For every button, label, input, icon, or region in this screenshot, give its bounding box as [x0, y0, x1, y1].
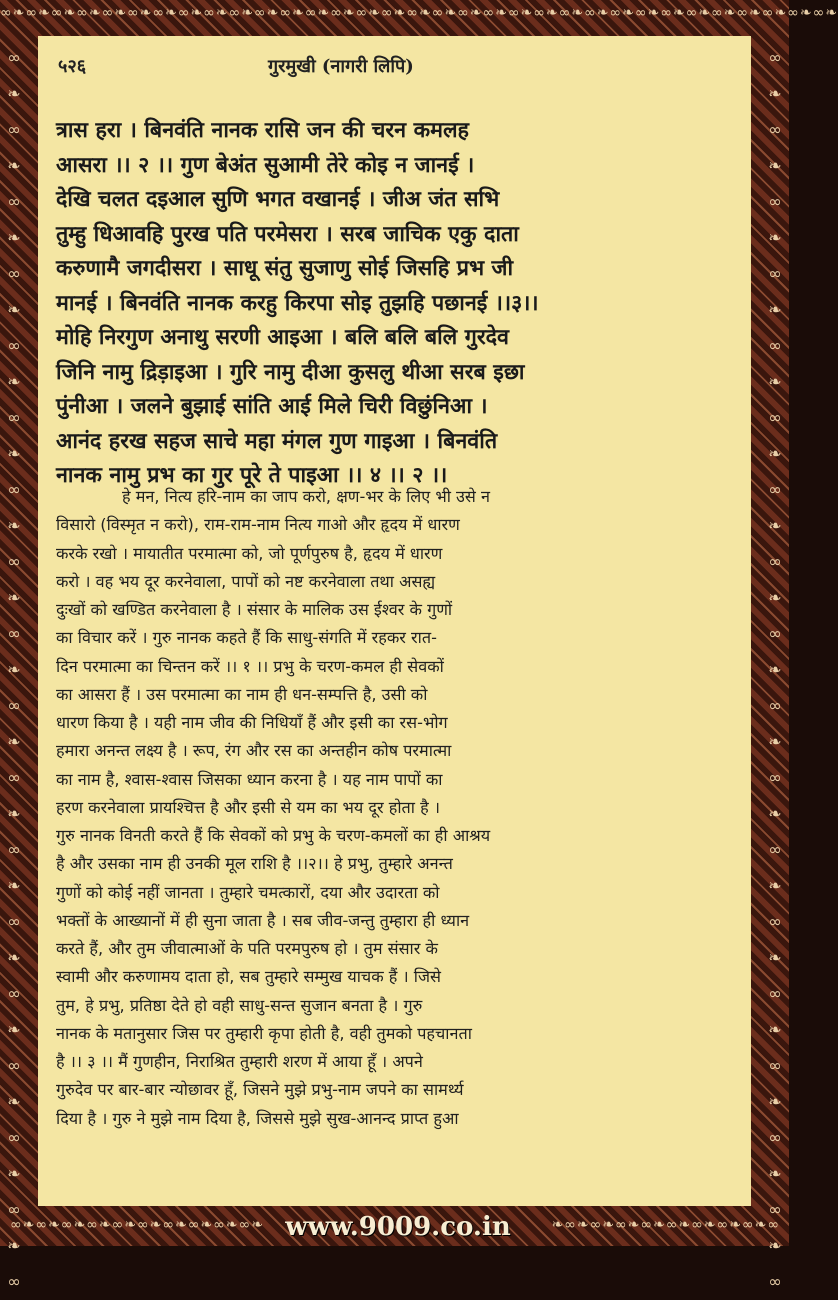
translation-line: गुरुदेव पर बार-बार न्योछावर हूँ, जिसने मुझे प्रभु-नाम जपने का सामर्थ्य [56, 1080, 464, 1100]
bottom-right-border-ornament: ❧∞❧∞❧∞❧∞❧∞❧∞❧∞❧∞❧∞ [551, 1217, 780, 1233]
gurbani-verse-block [56, 114, 740, 494]
translation-line: है ।। ३ ।। मैं गुणहीन, निराश्रित तुम्हारी शरण में आया हूँ । अपने [56, 1052, 423, 1071]
translation-line: धारण किया है । यही नाम जीव की निधियाँ हैं और इसी का रस-भोग [56, 713, 448, 732]
translation-line: नानक के मतानुसार जिस पर तुम्हारी कृपा होती है, वही तुमको पहचानता [56, 1023, 472, 1043]
translation-line: का विचार करें । गुरु नानक कहते हैं कि साधु-संगति में रहकर रात- [56, 628, 437, 648]
hindi-translation-block [56, 483, 740, 1133]
translation-line: करते हैं, और तुम जीवात्माओं के पति परमपुरुष हो । तुम संसार के [56, 939, 438, 958]
translation-line: स्वामी और करुणामय दाता हो, सब तुम्हारे सम्मुख याचक हैं । जिसे [56, 967, 441, 987]
translation-line: गुरु नानक विनती करते हैं कि सेवकों को प्रभु के चरण-कमलों का ही आश्रय [56, 826, 491, 845]
translation-line: करो । वह भय दूर करनेवाला, पापों को नष्ट करनेवाला तथा असह्य [56, 571, 436, 591]
translation-line: है और उसका नाम ही उनकी मूल राशि है ।।२।। हे प्रभु, तुम्हारे अनन्त [56, 854, 453, 874]
website-watermark: www.9009.co.in [285, 1212, 511, 1242]
book-page [38, 36, 751, 1206]
verse-line: देखि चलत दइआल सुणि भगत वखानई । जीअ जंत सभि [56, 187, 500, 212]
translation-line: का आसरा हैं । उस परमात्मा का नाम ही धन-सम्पत्ति है, उसी को [56, 684, 428, 704]
translation-line: दुःखों को खण्डित करनेवाला है । संसार के मालिक उस ईश्वर के गुणों [56, 600, 453, 619]
bottom-left-border-ornament: ∞❧∞❧∞❧∞❧∞❧∞❧∞❧∞❧∞❧∞❧ [10, 1217, 264, 1233]
page-header [38, 54, 751, 84]
verse-line: तुम्हु धिआवहि पुरख पति परमेसरा । सरब जाचिक एकु दाता [56, 221, 519, 247]
verse-line: जिनि नामु द्रिड़ाइआ । गुरि नामु दीआ कुसलु थीआ सरब इछा [56, 359, 525, 385]
verse-line: नानक नामु प्रभ का गुर पूरे ते पाइआ ।। ४ ।। २ ।। [56, 463, 448, 488]
page-number: ५२६ [58, 56, 87, 77]
verse-line: त्रास हरा । बिनवंति नानक रासि जन की चरन कमलह [56, 118, 469, 143]
running-head: गुरमुखी (नागरी लिपि) [268, 56, 414, 77]
verse-line: पुंनीआ । जलने बुझाई सांति आई मिले चिरी विछुंनिआ । [56, 394, 488, 419]
verse-line: आनंद हरख सहज साचे महा मंगल गुण गाइआ । बिनवंति [56, 428, 498, 454]
verse-line: आसरा ।। २ ।। गुण बेअंत सुआमी तेरे कोइ न जानई । [56, 152, 475, 178]
top-border-ornament: ∞❧∞❧∞❧∞❧∞❧∞❧∞❧∞❧∞❧∞❧∞❧∞❧∞❧∞❧∞❧∞❧∞❧∞❧∞❧∞❧∞❧∞❧∞❧∞❧∞❧∞❧∞❧∞❧∞❧∞❧∞❧∞❧∞❧ [0, 5, 838, 21]
translation-line: हमारा अनन्त लक्ष्य है । रूप, रंग और रस का अन्तहीन कोष परमात्मा [56, 741, 452, 761]
translation-line: विसारो (विस्मृत न करो), राम-राम-नाम नित्य गाओ और हृदय में धारण [56, 515, 460, 535]
translation-line: भक्तों के आख्यानों में ही सुना जाता है । सब जीव-जन्तु तुम्हारा ही ध्यान [56, 910, 470, 930]
translation-line: दिन परमात्मा का चिन्तन करें ।। १ ।। प्रभु के चरण-कमल ही सेवकों [56, 656, 444, 676]
verse-line: करुणामै जगदीसरा । साधू संतु सुजाणु सोई जिसहि प्रभ जी [56, 256, 514, 281]
translation-line: हे मन, नित्य हरि-नाम का जाप करो, क्षण-भर के लिए भी उसे न [122, 487, 491, 506]
left-border-ornament: ∞ ❧ ∞ ❧ ∞ ❧ ∞ ❧ ∞ ❧ ∞ ❧ ∞ ❧ ∞ ❧ ∞ ❧ ∞ ❧ ∞ ❧ ∞ ❧ ∞ ❧ ∞ ❧ ∞ ❧ ∞ ❧ ∞ ❧ ∞ [7, 48, 21, 1291]
verse-line: मानई । बिनवंति नानक करहु किरपा सोइ तुझहि पछानई ।।३।। [56, 290, 539, 316]
translation-line: तुम, हे प्रभु, प्रतिष्ठा देते हो वही साधु-सन्त सुजान बनता है । गुरु [56, 995, 423, 1015]
translation-line: गुणों को कोई नहीं जानता । तुम्हारे चमत्कारों, दया और उदारता को [56, 882, 440, 902]
translation-line: दिया है । गुरु ने मुझे नाम दिया है, जिससे मुझे सुख-आनन्द प्राप्त हुआ [56, 1108, 459, 1128]
verse-line: मोहि निरगुण अनाथु सरणी आइआ । बलि बलि बलि गुरदेव [56, 325, 510, 350]
right-border-ornament: ∞ ❧ ∞ ❧ ∞ ❧ ∞ ❧ ∞ ❧ ∞ ❧ ∞ ❧ ∞ ❧ ∞ ❧ ∞ ❧ ∞ ❧ ∞ ❧ ∞ ❧ ∞ ❧ ∞ ❧ ∞ ❧ ∞ ❧ ∞ [768, 48, 782, 1291]
translation-line: करके रखो । मायातीत परमात्मा को, जो पूर्णपुरुष है, हृदय में धारण [56, 543, 443, 563]
translation-line: हरण करनेवाला प्रायश्चित्त है और इसी से यम का भय दूर होता है । [56, 797, 440, 817]
translation-line: का नाम है, श्वास-श्वास जिसका ध्यान करना है । यह नाम पापों का [56, 769, 443, 789]
